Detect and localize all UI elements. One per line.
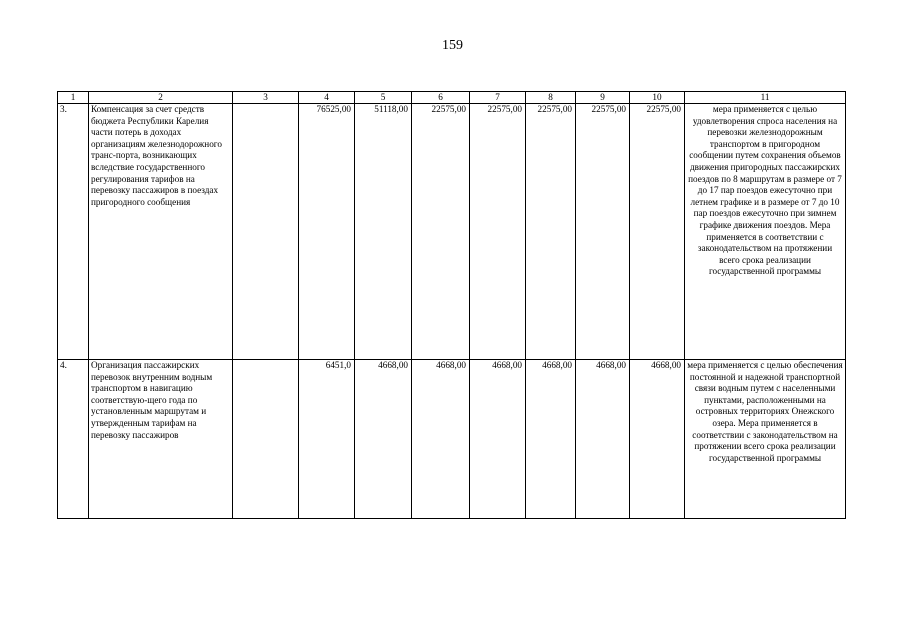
table-cell: [233, 104, 299, 360]
header-row: [58, 92, 846, 104]
column-header: 4: [299, 92, 355, 104]
measure-note: мера применяется с целью удовлетворения спроса населения на перевозки железнодорожным транспортом в пригородном сообщении путем сохранения объемов движения пригородных пассажирских поездов по 8 маршрутам в размере от 7 до 17 пар поездов ежесуточно при летнем графике и в размере от 7 до 10 пар поездов ежесуточно при зимнем графике движения поездов. Мера применяется в соответствии с законодательством на протяжении всего срока реализации государственной программы: [685, 104, 846, 360]
measures-table: [57, 91, 846, 519]
table-cell: 22575,00: [576, 104, 630, 360]
column-header: 7: [470, 92, 526, 104]
column-header: 2: [89, 92, 233, 104]
column-header: 11: [685, 92, 846, 104]
measure-description: Компенсация за счет средств бюджета Республики Карелия части потерь в доходах организациям железнодорожного транс-порта, возникающих вследствие государственного регулирования тарифов на перевозку пассажиров в поездах пригородного сообщения: [89, 104, 233, 360]
table-cell: 4668,00: [576, 360, 630, 519]
table-cell: [233, 360, 299, 519]
column-header: 6: [412, 92, 470, 104]
table-cell: 51118,00: [355, 104, 412, 360]
row-number: 3.: [58, 104, 89, 360]
row-number: 4.: [58, 360, 89, 519]
table-cell: 4668,00: [355, 360, 412, 519]
table-cell: 22575,00: [412, 104, 470, 360]
page-number: 159: [442, 38, 463, 53]
table-cell: 4668,00: [630, 360, 685, 519]
table-cell: 76525,00: [299, 104, 355, 360]
column-header: 1: [58, 92, 89, 104]
table-cell: 22575,00: [470, 104, 526, 360]
table-cell: 4668,00: [526, 360, 576, 519]
table-row: [58, 104, 846, 360]
measure-description: Организация пассажирских перевозок внутренним водным транспортом в навигацию соответствую-щего года по установленным маршрутам и утвержденным тарифам на перевозку пассажиров: [89, 360, 233, 519]
column-header: 8: [526, 92, 576, 104]
table-cell: 4668,00: [412, 360, 470, 519]
table-cell: 22575,00: [526, 104, 576, 360]
table-cell: 4668,00: [470, 360, 526, 519]
table-cell: 22575,00: [630, 104, 685, 360]
column-header: 9: [576, 92, 630, 104]
table-row: [58, 360, 846, 519]
column-header: 10: [630, 92, 685, 104]
column-header: 3: [233, 92, 299, 104]
column-header: 5: [355, 92, 412, 104]
table-cell: 6451,0: [299, 360, 355, 519]
measure-note: мера применяется с целью обеспечения постоянной и надежной транспортной связи водным путем с населенными пунктами, расположенными на островных территориях Онежского озера. Мера применяется в соответствии с законодательством на протяжении всего срока реализации государственной программы: [685, 360, 846, 519]
